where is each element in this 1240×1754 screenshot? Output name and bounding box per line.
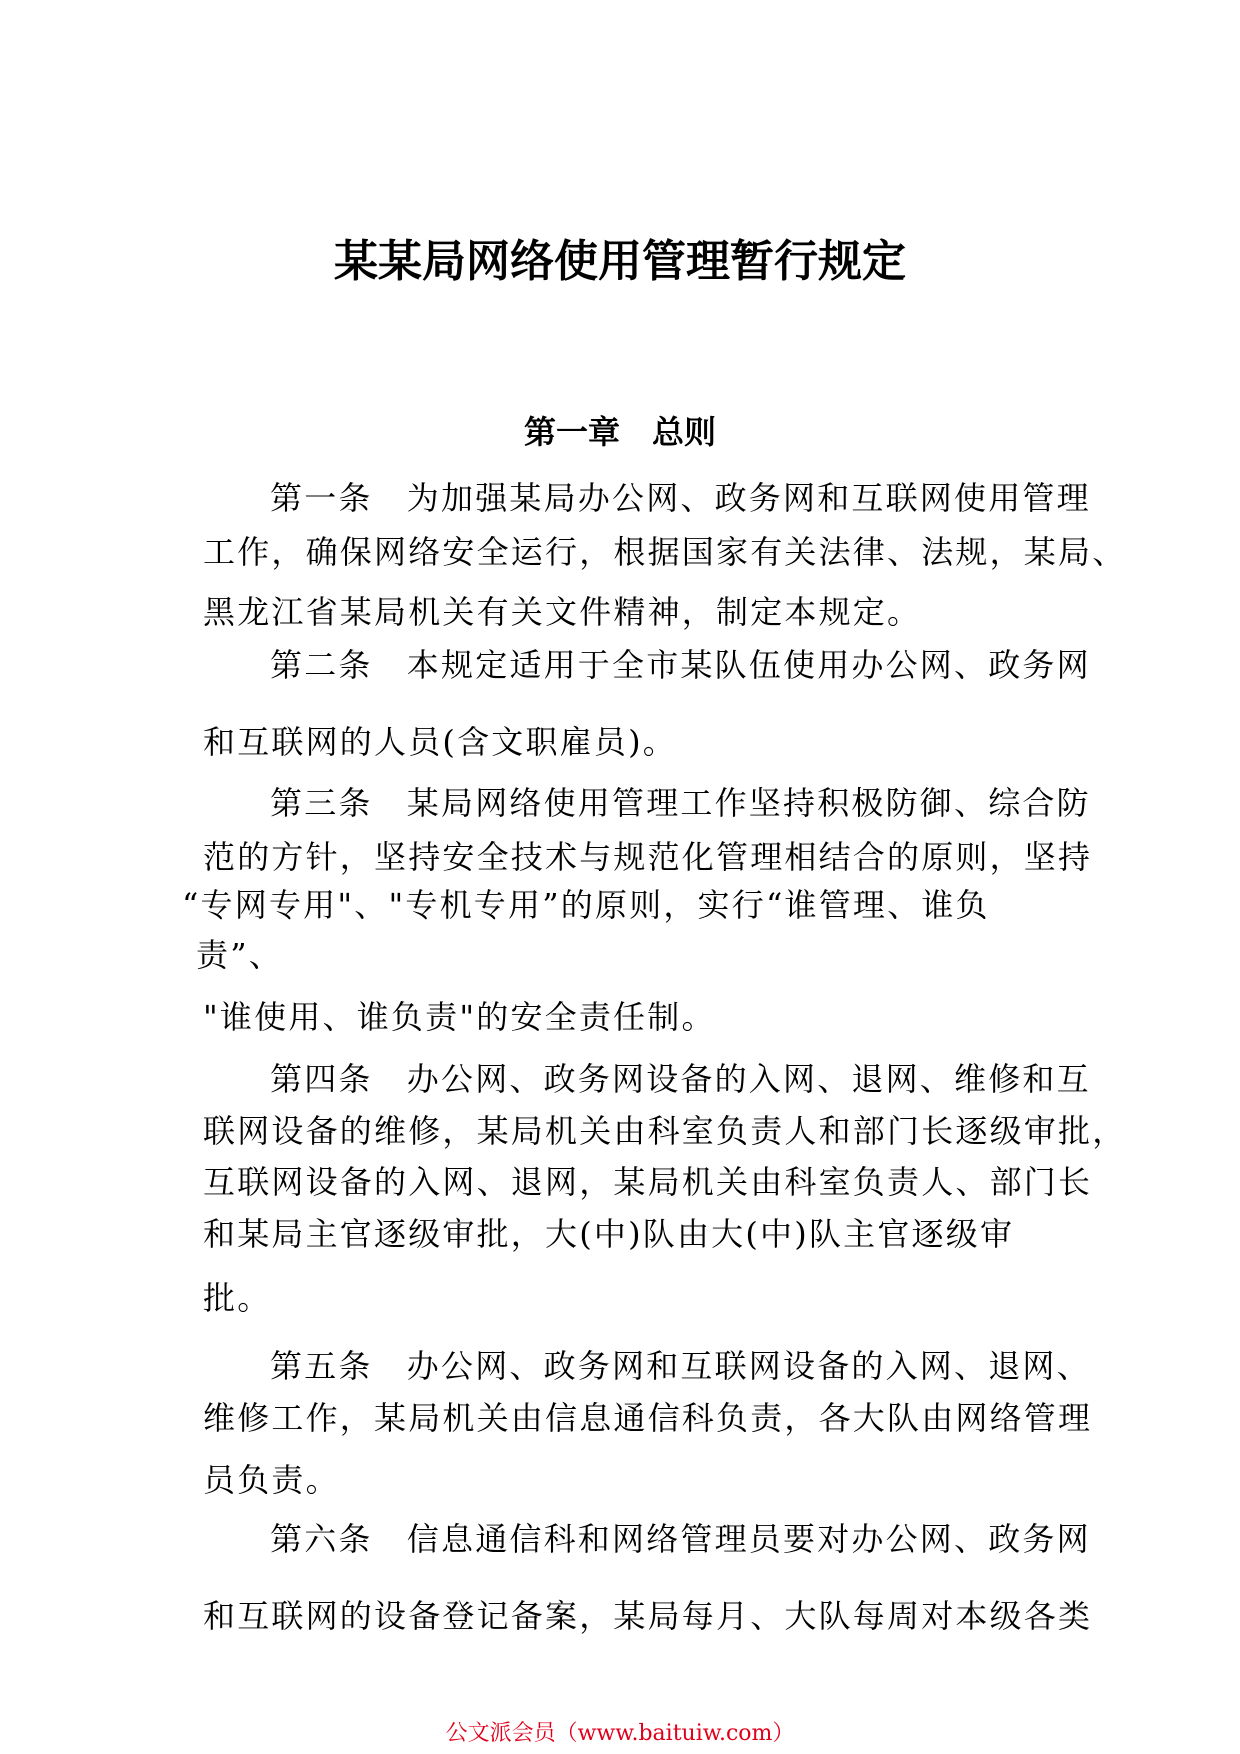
article-2-line-2: 和互联网的人员(含文职雇员)。 (203, 723, 677, 761)
article-1-line-3: 黑龙江省某局机关有关文件精神，制定本规定。 (203, 593, 922, 631)
article-6-line-2: 和互联网的设备登记备案，某局每月、大队每周对本级各类 (203, 1597, 1093, 1635)
article-4-line-2: 联网设备的维修，某局机关由科室负责人和部门长逐级审批， (203, 1112, 1127, 1150)
document-title: 某某局网络使用管理暂行规定 (334, 236, 906, 287)
chapter-heading: 第一章 总则 (523, 413, 716, 451)
article-3-line-1: 第三条 某局网络使用管理工作坚持积极防御、综合防 (270, 784, 1091, 822)
article-4-line-1: 第四条 办公网、政务网设备的入网、退网、维修和互 (270, 1060, 1091, 1098)
article-3-line-3: “专网专用"、"专机专用”的原则，实行“谁管理、谁负 (182, 886, 990, 924)
article-4-line-5: 批。 (203, 1279, 272, 1317)
article-5-line-2: 维修工作，某局机关由信息通信科负责，各大队由网络管理 (203, 1399, 1093, 1437)
article-5-line-1: 第五条 办公网、政务网和互联网设备的入网、退网、 (270, 1347, 1091, 1385)
article-1-line-1: 第一条 为加强某局办公网、政务网和互联网使用管理 (270, 479, 1091, 517)
article-4-line-3: 互联网设备的入网、退网，某局机关由科室负责人、部门长 (203, 1163, 1093, 1201)
article-5-line-3: 员负责。 (203, 1461, 340, 1499)
article-6-line-1: 第六条 信息通信科和网络管理员要对办公网、政务网 (270, 1520, 1091, 1558)
article-1-line-2: 工作，确保网络安全运行，根据国家有关法律、法规，某局、 (203, 533, 1127, 571)
article-3-line-4: 责”、 (196, 936, 283, 974)
article-4-line-4: 和某局主官逐级审批，大(中)队由大(中)队主官逐级审 (203, 1215, 1015, 1253)
article-3-line-2: 范的方针，坚持安全技术与规范化管理相结合的原则，坚持 (203, 838, 1093, 876)
article-3-line-5: "谁使用、谁负责"的安全责任制。 (203, 998, 716, 1036)
footer-watermark-link[interactable]: 公文派会员（www.baituiw.com） (445, 1721, 795, 1746)
article-2-line-1: 第二条 本规定适用于全市某队伍使用办公网、政务网 (270, 646, 1091, 684)
